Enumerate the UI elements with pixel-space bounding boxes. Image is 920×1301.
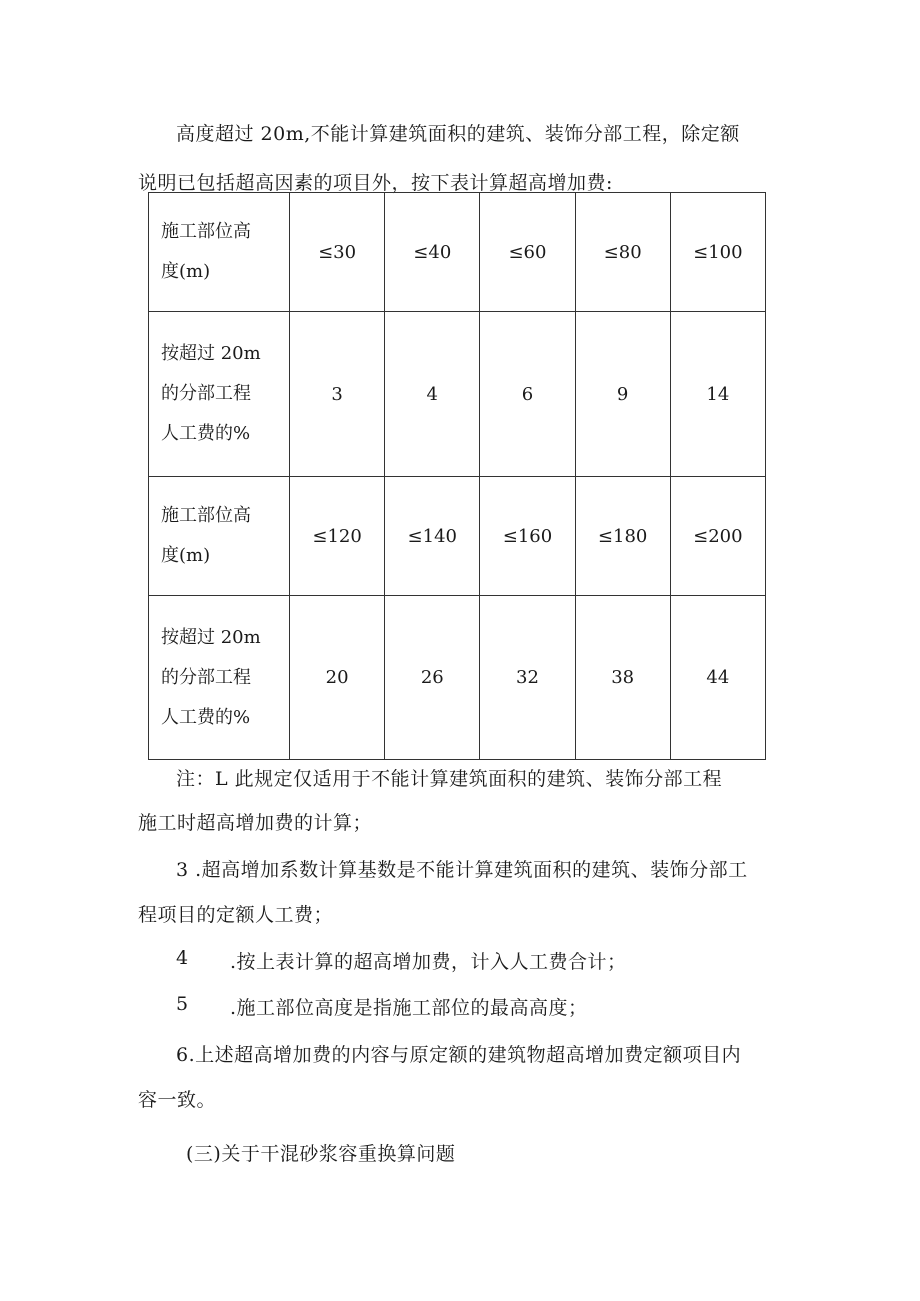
section-3-heading: (三)关于干混砂浆容重换算问题 bbox=[186, 1143, 456, 1165]
table-cell: ≤180 bbox=[575, 477, 670, 596]
row-label-line: 按超过 20m bbox=[161, 626, 261, 648]
row-label-line: 人工费的% bbox=[161, 706, 251, 728]
table-cell: 26 bbox=[385, 596, 480, 760]
table-cell: ≤100 bbox=[670, 193, 765, 312]
table-cell: 6 bbox=[480, 312, 575, 477]
table-cell: ≤40 bbox=[385, 193, 480, 312]
row-label-height-1 bbox=[149, 193, 290, 312]
table-cell: ≤80 bbox=[575, 193, 670, 312]
row-label-line: 按超过 20m bbox=[161, 343, 261, 364]
row-label-line: 的分部工程 bbox=[161, 383, 251, 404]
table-row-height-1 bbox=[149, 193, 766, 312]
row-label-percent-2 bbox=[149, 596, 290, 760]
height-surcharge-table bbox=[148, 192, 766, 760]
intro-line-1: 高度超过 20m,不能计算建筑面积的建筑、装饰分部工程，除定额 bbox=[176, 123, 740, 145]
table-cell: ≤30 bbox=[290, 193, 385, 312]
row-label-line: 施工部位高 bbox=[161, 221, 251, 242]
table-row-percent-2 bbox=[149, 596, 766, 760]
note-6-line-2: 容一致。 bbox=[138, 1089, 217, 1111]
table-cell: 14 bbox=[670, 312, 765, 477]
table-row-percent-1 bbox=[149, 312, 766, 477]
note-4-text: .按上表计算的超高增加费，计入人工费合计； bbox=[230, 951, 627, 973]
note-5-text: .施工部位高度是指施工部位的最高高度； bbox=[230, 997, 588, 1019]
table-cell: 38 bbox=[575, 596, 670, 760]
table-cell: ≤60 bbox=[480, 193, 575, 312]
table-cell: 3 bbox=[290, 312, 385, 477]
intro-line-2: 说明已包括超高因素的项目外，按下表计算超高增加费: bbox=[138, 172, 613, 194]
row-label-line: 施工部位高 bbox=[161, 505, 251, 526]
table-cell: ≤120 bbox=[290, 477, 385, 596]
table-cell: ≤200 bbox=[670, 477, 765, 596]
table-cell: ≤140 bbox=[385, 477, 480, 596]
row-label-height-2 bbox=[149, 477, 290, 596]
note-5-number: 5 bbox=[176, 993, 189, 1015]
table-cell: 32 bbox=[480, 596, 575, 760]
table-cell: 20 bbox=[290, 596, 385, 760]
row-label-percent-1 bbox=[149, 312, 290, 477]
table-cell: 44 bbox=[670, 596, 765, 760]
note-1-line-1: 注：L 此规定仅适用于不能计算建筑面积的建筑、装饰分部工程 bbox=[176, 768, 723, 790]
row-label-line: 度(m) bbox=[161, 261, 211, 282]
row-label-line: 的分部工程 bbox=[161, 666, 251, 688]
table-row-height-2 bbox=[149, 477, 766, 596]
note-1-line-2: 施工时超高增加费的计算； bbox=[138, 812, 373, 834]
table-cell: ≤160 bbox=[480, 477, 575, 596]
row-label-line: 人工费的% bbox=[161, 423, 251, 444]
note-3-line-1: 3 .超高增加系数计算基数是不能计算建筑面积的建筑、装饰分部工 bbox=[176, 859, 748, 881]
note-3-line-2: 程项目的定额人工费； bbox=[138, 904, 334, 926]
row-label-line: 度(m) bbox=[161, 545, 211, 566]
note-6-line-1: 6.上述超高增加费的内容与原定额的建筑物超高增加费定额项目内 bbox=[176, 1044, 742, 1066]
note-4-number: 4 bbox=[176, 947, 189, 969]
table-cell: 4 bbox=[385, 312, 480, 477]
table-cell: 9 bbox=[575, 312, 670, 477]
